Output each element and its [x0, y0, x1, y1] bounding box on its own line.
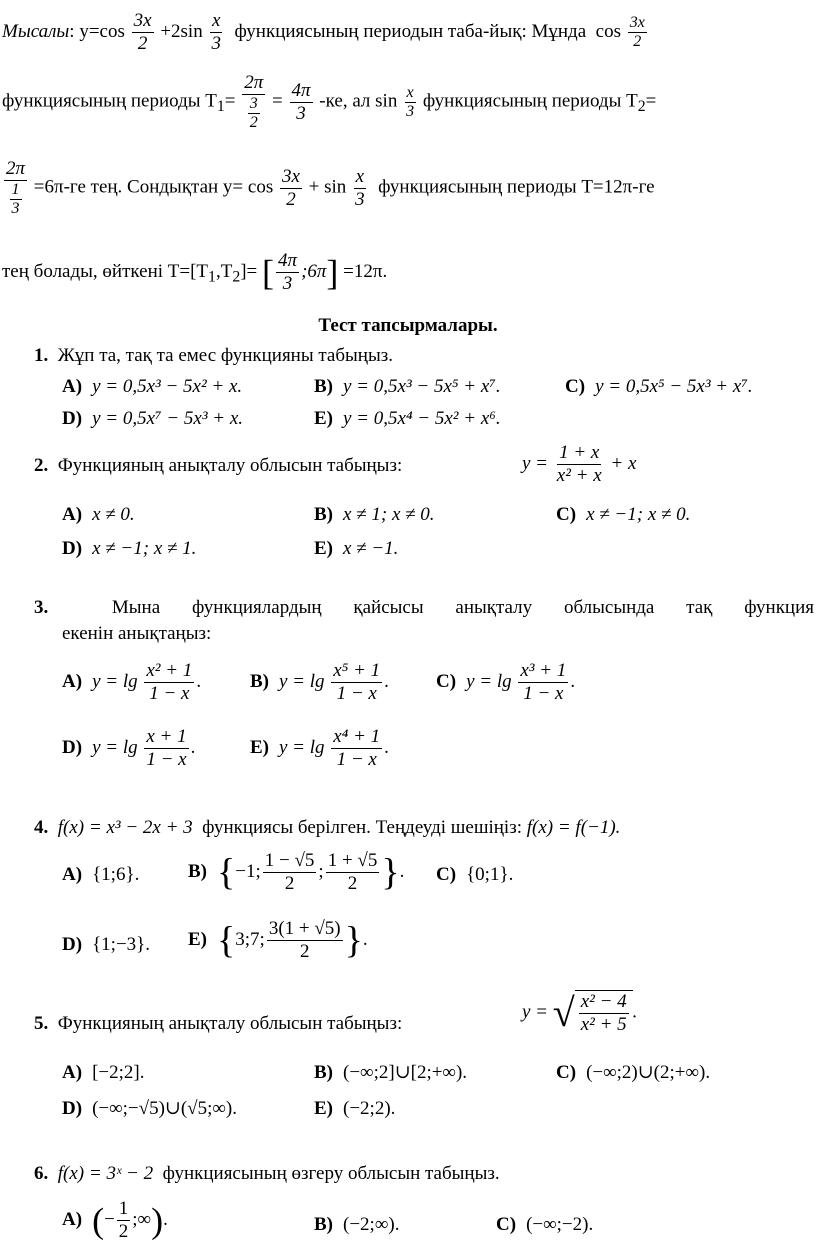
q4-option-b[interactable]: B) {−1; $\frac{1 - √5}{2}$ ; $\frac{1 + √5}{2}$ }. [188, 850, 405, 894]
fraction: $\frac{2\pi}{\frac{1}{3}}$ [6, 158, 26, 217]
fraction: $\frac{1}{2}$ [118, 1198, 129, 1242]
fraction: $\frac{1 + √5}{2}$ [327, 850, 378, 894]
fraction: $\frac{\text{x² − 4}}{\text{x² + 5}}$ [580, 991, 627, 1035]
example-label: Мысалы [2, 20, 70, 42]
q5-formula: y = √ $\frac{\text{x² − 4}}{\text{x² + 5}}$ . [522, 990, 638, 1035]
fraction: $\frac{x}{3}$ [355, 165, 365, 210]
q1-option-e[interactable]: E) y = 0,5x⁴ − 5x² + x⁶. [314, 408, 501, 429]
q2-option-a[interactable]: A) x ≠ 0. [62, 504, 135, 525]
fraction: $\frac{x}{3}$ [406, 83, 415, 120]
fraction: $\frac{2\pi}{\frac{3}{2}}$ [244, 72, 264, 131]
q3-option-b[interactable]: B) y = lg $\frac{\text{x⁵ + 1}}{1 - x}$ . [250, 660, 389, 704]
q1-option-c[interactable]: C) y = 0,5x⁵ − 5x³ + x⁷. [565, 376, 753, 397]
fraction: $\frac{4\pi}{3}$ [291, 79, 311, 124]
q1-option-d[interactable]: D) y = 0,5x⁷ − 5x³ + x. [62, 408, 244, 429]
q4-option-d[interactable]: D) {1;−3}. [62, 934, 151, 955]
q2-option-e[interactable]: E) x ≠ −1. [314, 538, 399, 559]
q3-option-c[interactable]: C) y = lg $\frac{\text{x³ + 1}}{1 - x}$ . [436, 660, 576, 704]
q2-option-c[interactable]: C) x ≠ −1; x ≠ 0. [556, 504, 691, 525]
question-1: 1. Жұп та, тақ та емес функцияны табыңыз. [34, 345, 393, 366]
q1-option-a[interactable]: A) y = 0,5x³ − 5x² + x. [62, 376, 243, 397]
example-line-3: $\frac{2\pi}{\frac{1}{3}}$ =6π-ге тең. Сондықтан y= cos $\frac{3x}{2}$ + sin $\frac{x}{3}$ функциясының периоды T=12π-ге [6, 158, 655, 217]
q6-option-b[interactable]: B) (−2;∞). [314, 1214, 400, 1235]
example-line-4: тең болады, өйткені $T=[T_1,T_2]=$ [ $\frac{4\pi}{3}$ ;6π] =12π. [2, 250, 388, 294]
q6-option-a[interactable]: A) (− $\frac{1}{2}$ ;∞). [62, 1198, 168, 1242]
example-line-2: функциясының периоды $T_1=$ $\frac{2\pi}{\frac{3}{2}}$ = $\frac{4\pi}{3}$ -ке, ал sin $\frac{x}{3}$ функциясының периоды $T_2=$ [2, 72, 657, 131]
question-3-cont: екенін анықтаңыз: [62, 623, 212, 644]
fraction: $\frac{x}{3}$ [211, 10, 221, 54]
q1-option-b[interactable]: B) y = 0,5x³ − 5x⁵ + x⁷. [314, 376, 501, 397]
question-6: 6. f(x) = 3ˣ − 2 функциясының өзгеру облысын табыңыз. [34, 1163, 500, 1184]
q3-option-a[interactable]: A) y = lg $\frac{\text{x² + 1}}{1 - x}$ . [62, 660, 202, 704]
q3-option-d[interactable]: D) y = lg $\frac{x + 1}{1 - x}$ . [62, 726, 196, 770]
q5-option-c[interactable]: C) (−∞;2)∪(2;+∞). [556, 1062, 711, 1083]
q3-option-e[interactable]: E) y = lg $\frac{\text{x⁴ + 1}}{1 - x}$ . [250, 726, 389, 770]
fraction: $\frac{\text{x² + 1}}{1 - x}$ [146, 660, 193, 704]
q2-formula: y = $\frac{1 + x}{\text{x² + x}}$ + x [522, 442, 637, 486]
q5-option-e[interactable]: E) (−2;2). [314, 1098, 396, 1119]
fraction: $\frac{x + 1}{1 - x}$ [146, 726, 187, 770]
fraction: $\frac{4\pi}{3}$ [278, 250, 298, 294]
q2-option-d[interactable]: D) x ≠ −1; x ≠ 1. [62, 538, 197, 559]
q6-option-c[interactable]: C) (−∞;−2). [496, 1214, 594, 1235]
fraction: $\frac{3x}{2}$ [281, 165, 300, 210]
section-heading: Тест тапсырмалары. [318, 315, 498, 336]
fraction: $\frac{3x}{2}$ [133, 10, 152, 54]
question-4: 4. f(x) = x³ − 2x + 3 функциясы берілген. Теңдеуді шешіңіз: f(x) = f(−1). [34, 817, 621, 838]
fraction: $\frac{3(1 + √5)}{2}$ [268, 918, 341, 962]
fraction: $\frac{3x}{2}$ [629, 14, 645, 50]
fraction: $\frac{1 - √5}{2}$ [264, 850, 315, 894]
question-5: 5. Функцияның анықталу облысын табыңыз: [34, 1013, 403, 1034]
question-3: 3. Мына функциялардың қайсысы анықталу облысында тақ функция [34, 597, 815, 618]
fraction: $\frac{\text{x³ + 1}}{1 - x}$ [520, 660, 567, 704]
q4-option-c[interactable]: C) {0;1}. [436, 864, 514, 885]
q5-option-d[interactable]: D) (−∞;−√5)∪(√5;∞). [62, 1098, 237, 1119]
fraction: $\frac{\text{x⁴ + 1}}{1 - x}$ [333, 726, 381, 770]
question-2: 2. Функцияның анықталу облысын табыңыз: [34, 455, 403, 476]
q5-option-a[interactable]: A) [−2;2]. [62, 1062, 145, 1083]
example-line-1: Мысалы: y=cos $\frac{3x}{2}$ +2sin $\frac{x}{3}$ функциясының периодын таба-йық: Мұнда cos $\frac{3x}{2}$ [2, 10, 645, 54]
q4-option-e[interactable]: E) {3;7; $\frac{3(1 + √5)}{2}$ }. [188, 918, 368, 962]
fraction: $\frac{1 + x}{\text{x² + x}}$ [556, 442, 602, 486]
fraction: $\frac{\text{x⁵ + 1}}{1 - x}$ [333, 660, 381, 704]
q5-option-b[interactable]: B) (−∞;2]∪[2;+∞). [314, 1062, 468, 1083]
q2-option-b[interactable]: B) x ≠ 1; x ≠ 0. [314, 504, 435, 525]
q4-option-a[interactable]: A) {1;6}. [62, 864, 140, 885]
